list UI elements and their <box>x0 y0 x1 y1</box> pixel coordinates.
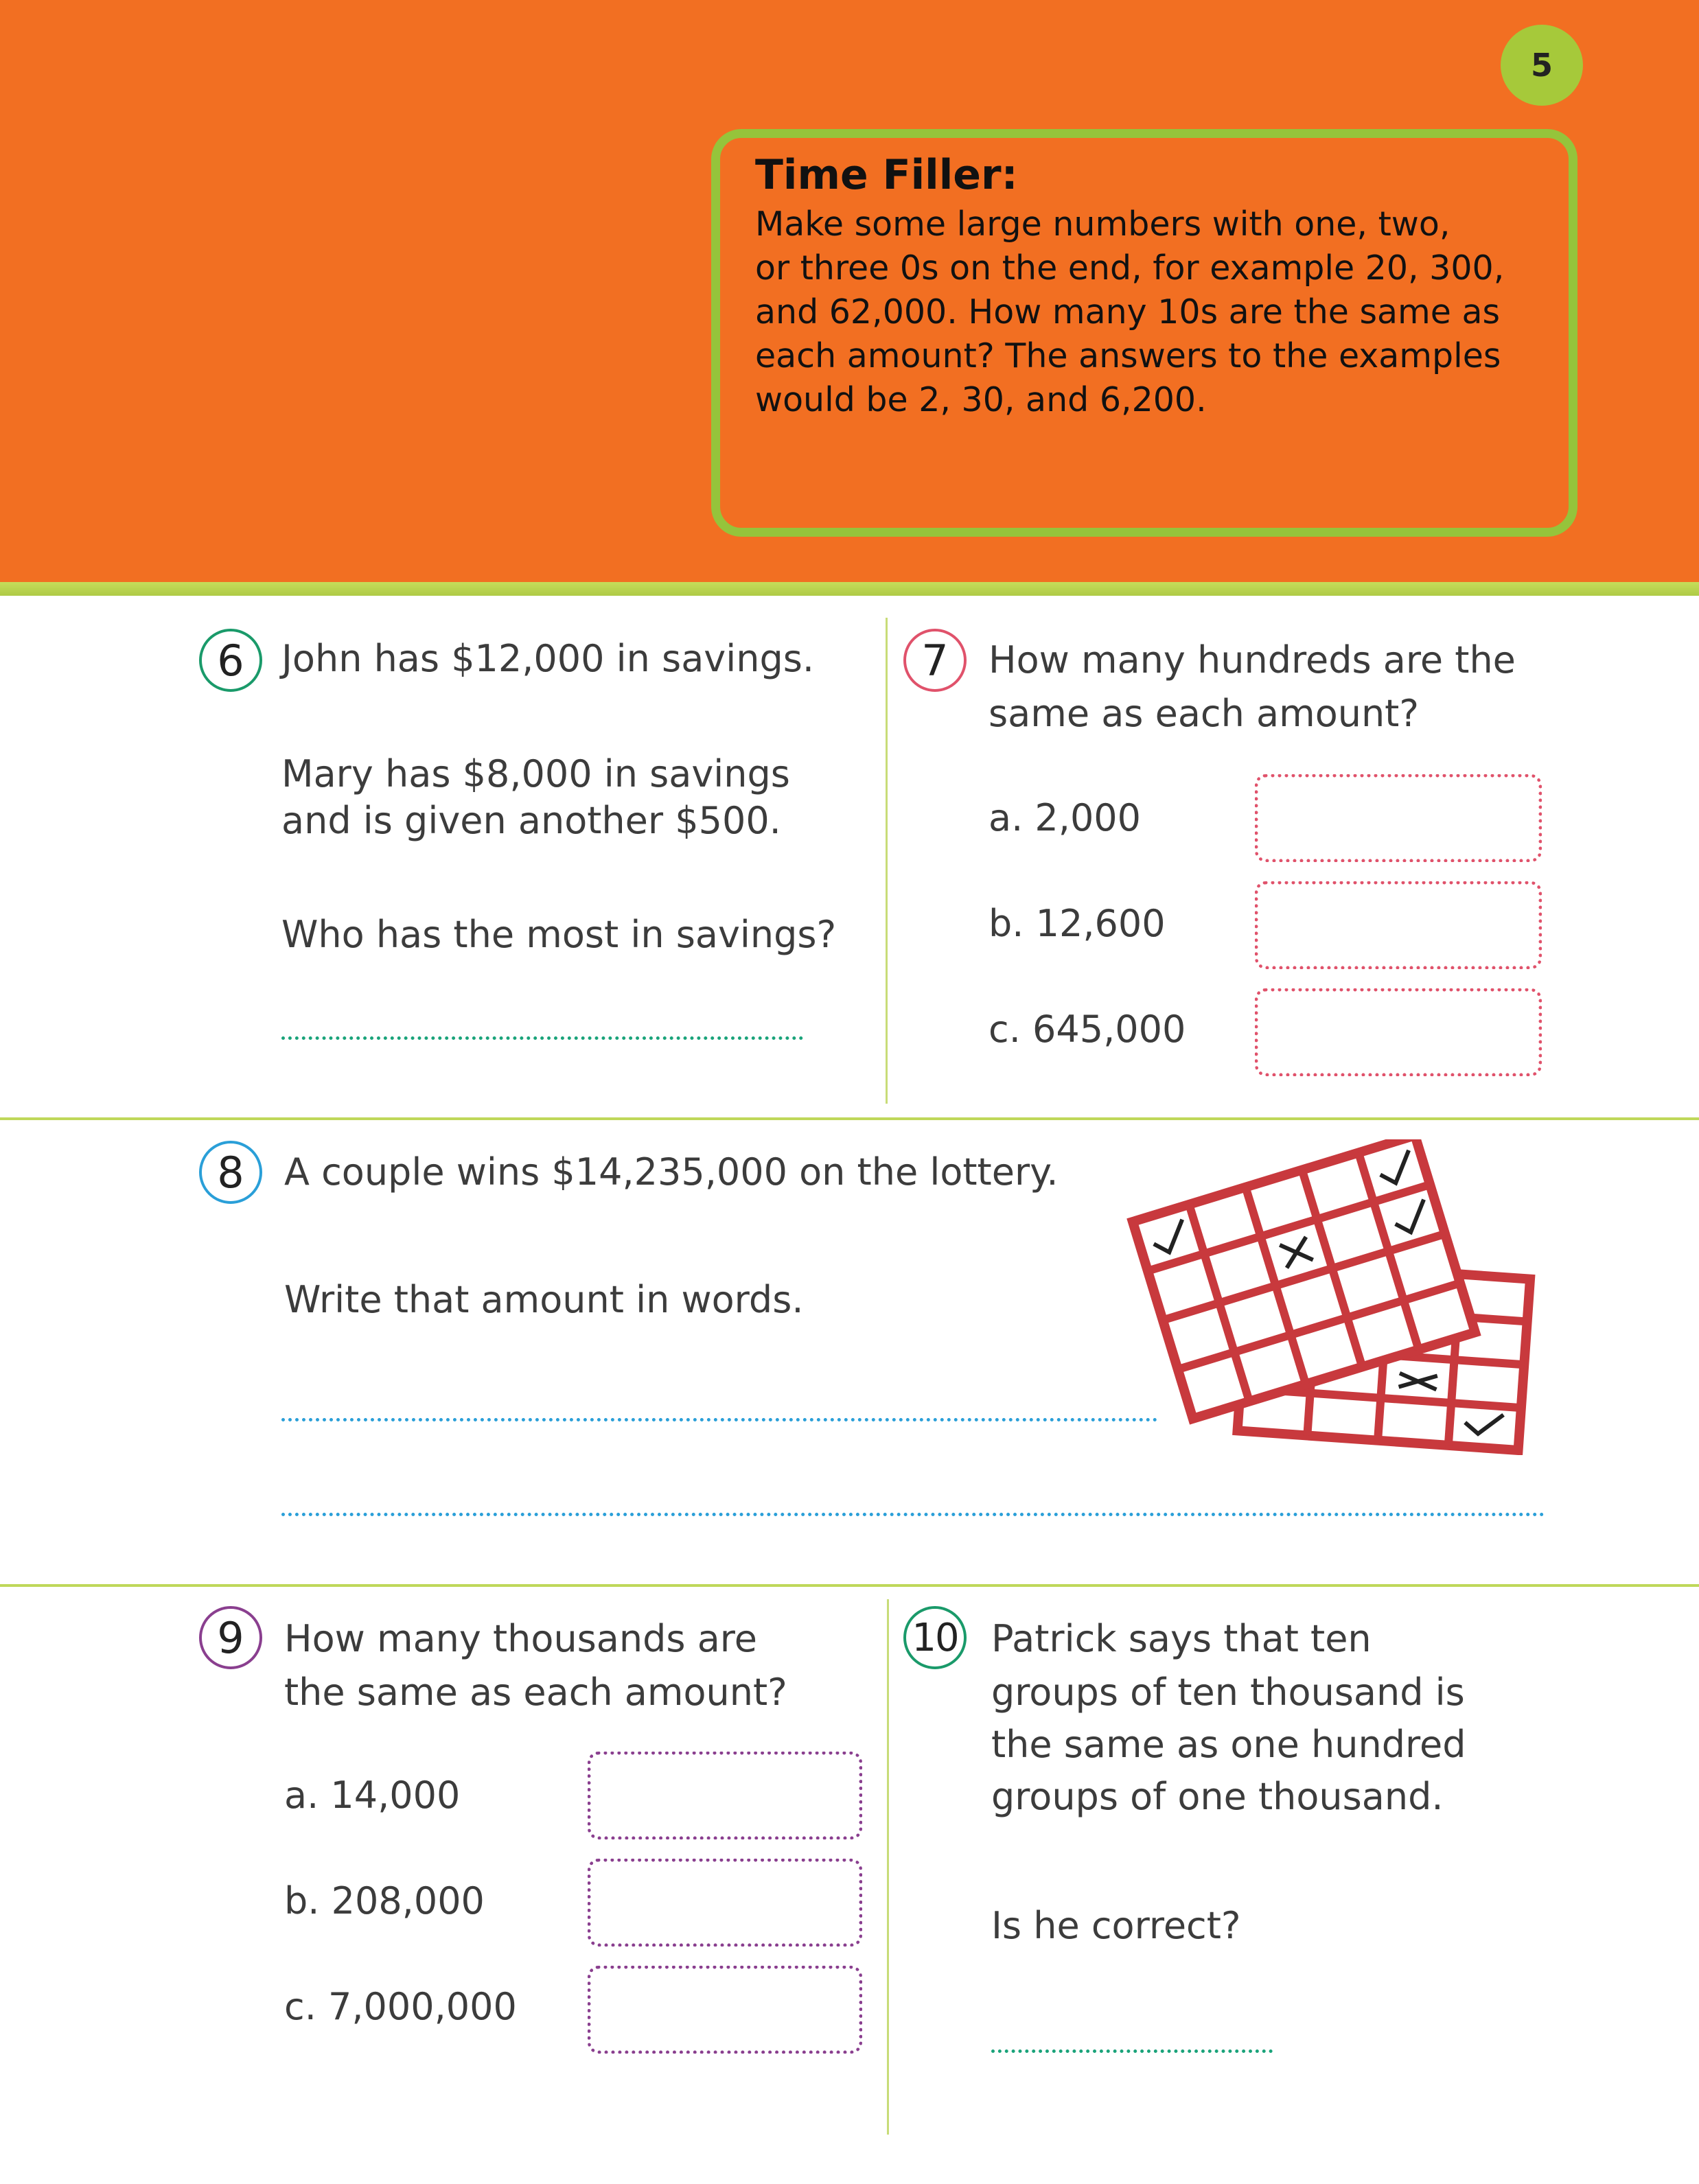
question-number-8: 8 <box>199 1141 262 1204</box>
q10-line-3: the same as one hundred <box>991 1723 1466 1766</box>
time-filler-line: would be 2, 30, and 6,200. <box>755 380 1207 419</box>
q7-answer-box-b[interactable] <box>1255 881 1542 969</box>
q7-item-b: b. 12,600 <box>989 902 1166 945</box>
q8-line-1: A couple wins $14,235,000 on the lottery. <box>284 1150 1059 1194</box>
q8-answer-line-2[interactable] <box>281 1513 1545 1516</box>
q6-line-1: John has $12,000 in savings. <box>281 637 815 680</box>
question-number-6: 6 <box>199 629 262 692</box>
header-rule <box>0 582 1699 596</box>
section-divider <box>0 1584 1699 1587</box>
time-filler-line: Make some large numbers with one, two, <box>755 205 1450 244</box>
q9-answer-box-a[interactable] <box>588 1752 862 1839</box>
time-filler-line: each amount? The answers to the examples <box>755 336 1501 375</box>
q9-item-c: c. 7,000,000 <box>284 1985 517 2028</box>
column-divider <box>886 618 888 1104</box>
q10-question: Is he correct? <box>991 1904 1241 1947</box>
q9-item-a: a. 14,000 <box>284 1774 461 1817</box>
column-divider <box>887 1599 889 2135</box>
q7-answer-box-a[interactable] <box>1255 774 1542 862</box>
q8-answer-line-1[interactable] <box>281 1418 1157 1421</box>
time-filler-line: and 62,000. How many 10s are the same as <box>755 292 1501 332</box>
page-number-badge <box>1501 25 1583 106</box>
lottery-tickets-icon <box>1126 1139 1545 1455</box>
q8-line-2: Write that amount in words. <box>284 1278 804 1321</box>
q10-line-4: groups of one thousand. <box>991 1775 1444 1818</box>
q6-line-3: and is given another $500. <box>281 799 781 842</box>
question-number-10: 10 <box>903 1606 967 1669</box>
q9-answer-box-b[interactable] <box>588 1859 862 1947</box>
q10-line-1: Patrick says that ten <box>991 1617 1372 1660</box>
time-filler-line: or three 0s on the end, for example 20, 300, <box>755 248 1505 288</box>
q9-answer-box-c[interactable] <box>588 1966 862 2054</box>
page-number: 5 <box>1530 47 1553 84</box>
q7-line-1: How many hundreds are the <box>989 638 1516 682</box>
question-number-9: 9 <box>199 1606 262 1669</box>
question-number-7: 7 <box>903 629 967 692</box>
q6-answer-line[interactable] <box>281 1036 803 1040</box>
q9-line-1: How many thousands are <box>284 1617 758 1660</box>
q7-item-c: c. 645,000 <box>989 1008 1186 1051</box>
q10-line-2: groups of ten thousand is <box>991 1671 1465 1714</box>
section-divider <box>0 1117 1699 1120</box>
time-filler-title: Time Filler: <box>755 151 1018 199</box>
q9-line-2: the same as each amount? <box>284 1671 787 1714</box>
q6-question: Who has the most in savings? <box>281 913 837 956</box>
q7-item-a: a. 2,000 <box>989 796 1142 839</box>
q6-line-2: Mary has $8,000 in savings <box>281 752 790 795</box>
q10-answer-line[interactable] <box>991 2049 1273 2053</box>
q7-answer-box-c[interactable] <box>1255 988 1542 1076</box>
q7-line-2: same as each amount? <box>989 692 1420 735</box>
q9-item-b: b. 208,000 <box>284 1879 485 1922</box>
